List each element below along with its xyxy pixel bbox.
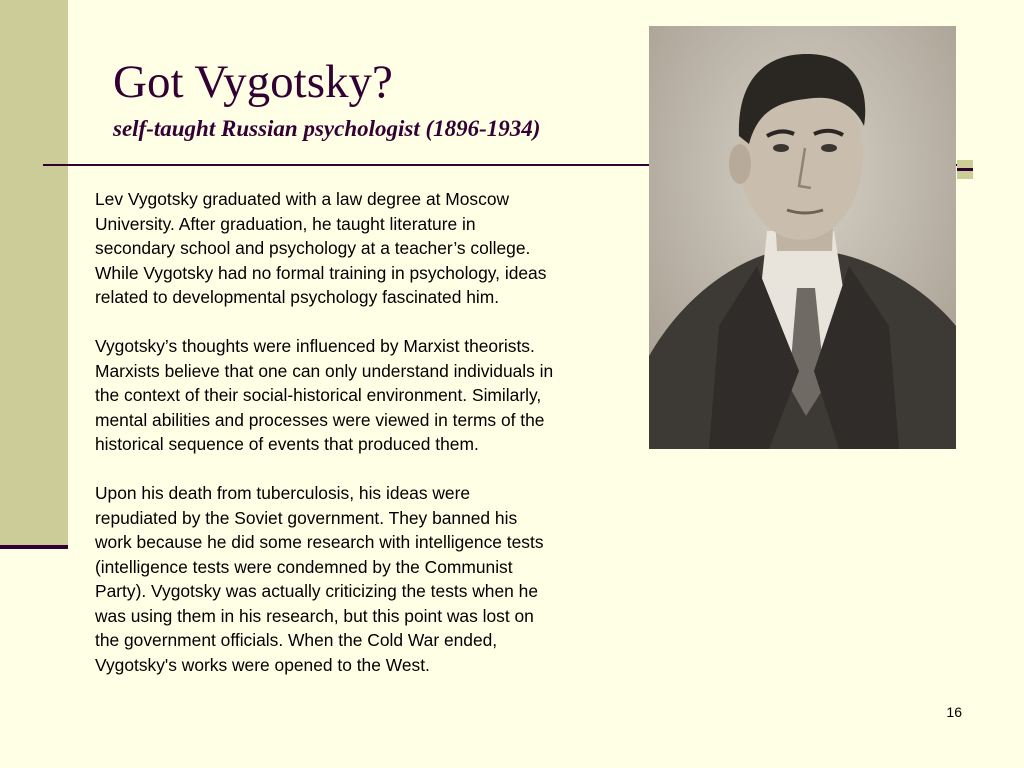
page-number: 16 — [946, 704, 962, 720]
left-band-rule — [0, 545, 68, 549]
left-decorative-band — [0, 0, 68, 545]
slide-title: Got Vygotsky? — [113, 56, 393, 108]
portrait-photo — [649, 26, 956, 449]
slide-body — [95, 187, 635, 702]
paragraph-education: Lev Vygotsky graduated with a law degree at Moscow University. After graduation, he taught literature in secondary school and psychology at a teacher’s college. While Vygotsky had no formal training in psychology, ideas related to developmental psychology fascinated him. — [95, 189, 547, 307]
divider-accent-line — [957, 168, 973, 171]
paragraph-marxist-influence: Vygotsky’s thoughts were influenced by Marxist theorists. Marxists believe that one can only understand individuals in the context of their social-historical environment. Similarly, mental abilities and processes were viewed in terms of the historical sequence of events that produced them. — [95, 336, 554, 454]
portrait-image — [649, 26, 956, 449]
paragraph-soviet-ban: Upon his death from tuberculosis, his ideas were repudiated by the Soviet government. They banned his work because he did some research with intelligence tests (intelligence tests were condemned by the Communist Party). Vygotsky was actually criticizing the tests when he was using them in his research, but this point was lost on the government officials. When the Cold War ended, Vygotsky's works were opened to the West. — [95, 483, 544, 675]
slide-subtitle: self-taught Russian psychologist (1896-1934) — [113, 116, 541, 141]
